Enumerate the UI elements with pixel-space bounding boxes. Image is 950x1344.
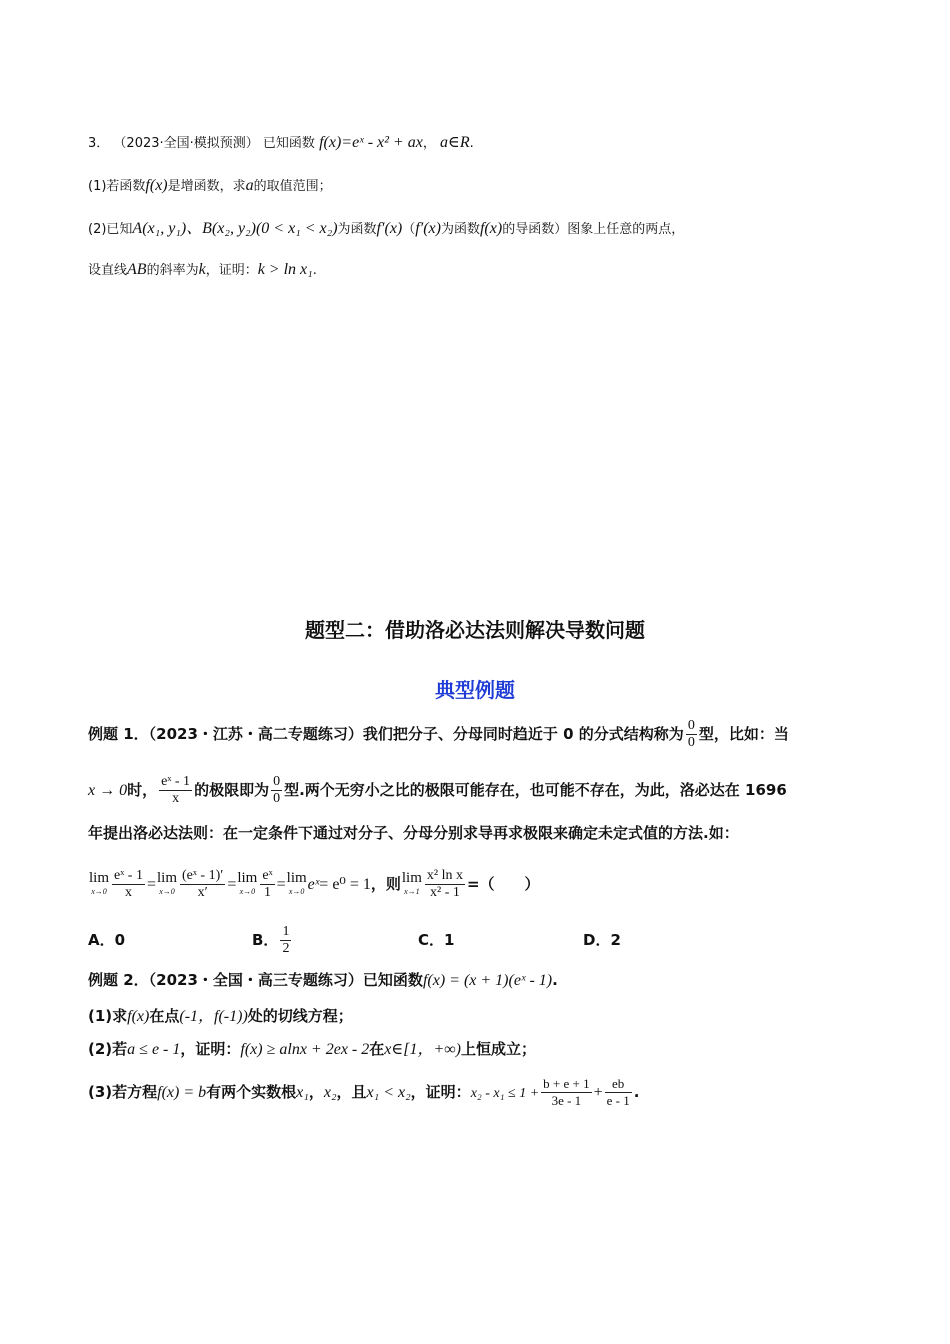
points-expression: A(x₁, y₁)、B(x₂, y₂)(0 < x₁ < x₂) bbox=[132, 220, 338, 237]
zero-over-zero: $\frac{0}{0}$ bbox=[687, 718, 695, 750]
example-label: 例题 1． bbox=[88, 725, 149, 743]
option-a[interactable]: A．0 bbox=[88, 931, 126, 949]
problem3-part2: (2)已知A(x₁, y₁)、B(x₂, y₂)(0 < x₁ < x₂)为函数f′(x)（f′(x)为函数f(x)的导函数）图象上任意的两点， bbox=[88, 220, 685, 237]
limit-1: lim x→0 bbox=[89, 869, 110, 896]
problem3-part2-line2: 设直线AB的斜率为k，证明：k > ln x₁. bbox=[88, 261, 317, 278]
function-definition: f(x)=eˣ - x² + ax bbox=[319, 134, 423, 151]
option-d[interactable]: D．2 bbox=[583, 931, 621, 949]
example1-limit-chain: lim x→0 $\frac{\text{eˣ - 1}}{x}$ =lim x→0 $\frac{\text{(eˣ - 1)′}}{x'}$ =lim x→0 $\frac{\text{eˣ}}{1}$ =lim x→0 eˣ= e⁰ = 1，则lim x→1 $\frac{\text{x² ln x}}{\text{x² - 1}}$ =（ ） bbox=[89, 868, 540, 900]
option-c[interactable]: C．1 bbox=[418, 931, 455, 949]
example2-statement: 例题 2．（2023・全国・高三专题练习）已知函数f(x) = (x + 1)(eˣ - 1). bbox=[88, 971, 558, 989]
example-fraction: $\frac{\text{eˣ - 1}}{x}$ bbox=[161, 774, 191, 806]
limit-3: lim x→0 bbox=[237, 869, 258, 896]
problem3-statement: 3． （2023·全国·模拟预测） 已知函数 f(x)=eˣ - x² + ax， a∈R. bbox=[88, 134, 474, 151]
limit-question: lim x→1 bbox=[401, 869, 422, 896]
example2-part2: (2)若a ≤ e - 1，证明：f(x) ≥ alnx + 2ex - 2在x∈[1，+∞)上恒成立； bbox=[88, 1040, 536, 1058]
example2-part1: (1)求f(x)在点(-1，f(-1))处的切线方程； bbox=[88, 1007, 353, 1025]
problem-intro: 已知函数 bbox=[262, 136, 315, 151]
zero-over-zero-2: $\frac{0}{0}$ bbox=[273, 774, 281, 806]
example1-line3: 年提出洛必达法则：在一定条件下通过对分子、分母分别求导再求极限来确定未定式值的方法.如： bbox=[88, 824, 739, 842]
parameter-condition: a∈R bbox=[439, 134, 470, 151]
question-fraction: $\frac{\text{x² ln x}}{\text{x² - 1}}$ bbox=[426, 868, 463, 900]
option-b[interactable]: B． $\frac{1}{2}$ bbox=[252, 924, 290, 956]
problem3-part1: (1)若函数f(x)是增函数，求a的取值范围； bbox=[88, 177, 332, 194]
example-label: 例题 2． bbox=[88, 971, 149, 989]
problem-source: （2023·全国·模拟预测） bbox=[113, 136, 259, 151]
limit-4: lim x→0 bbox=[286, 869, 307, 896]
example1-line1: 例题 1．（2023・江苏・高二专题练习）我们把分子、分母同时趋近于 0 的分式结构称为 $\frac{0}{0}$ 型，比如：当 bbox=[88, 718, 789, 750]
limit-2: lim x→0 bbox=[156, 869, 177, 896]
example2-part3: (3)若方程f(x) = b有两个实数根x₁，x₂，且x₁ < x₂，证明：x₂ - x₁ ≤ 1 + $\frac{b + e + 1}{3e - 1}$ + $\frac{eb}{e - 1}$ . bbox=[88, 1076, 640, 1108]
section-subtitle: 典型例题 bbox=[435, 678, 515, 702]
example1-line2: x → 0时， $\frac{\text{eˣ - 1}}{x}$ 的极限即为 $\frac{0}{0}$ 型.两个无穷小之比的极限可能存在，也可能不存在，为此，洛必达在 1696 bbox=[88, 774, 787, 806]
problem-number: 3． bbox=[88, 136, 110, 151]
section-title: 题型二：借助洛必达法则解决导数问题 bbox=[305, 618, 645, 642]
claim-expression: k > ln x₁ bbox=[257, 261, 313, 278]
